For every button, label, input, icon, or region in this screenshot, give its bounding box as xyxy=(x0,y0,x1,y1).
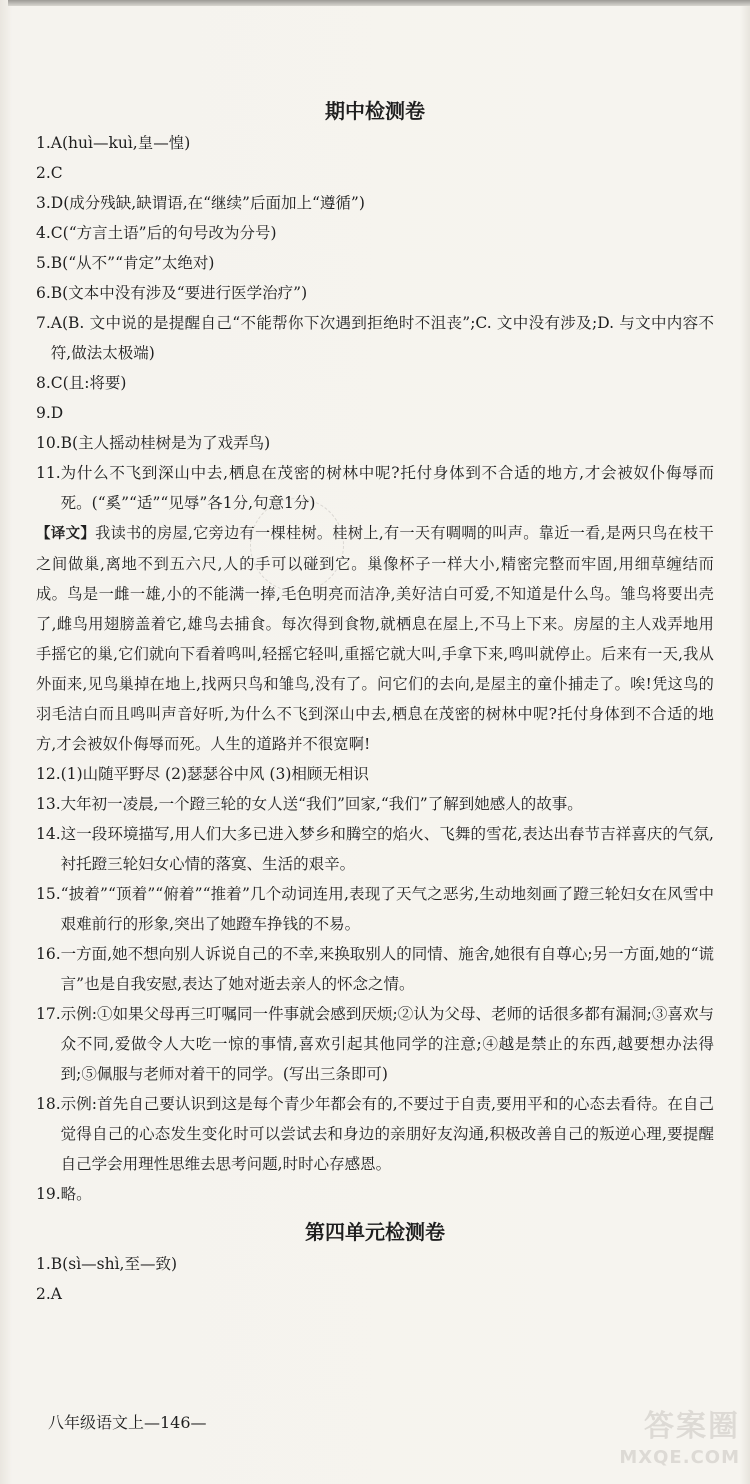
answer-item xyxy=(36,789,714,819)
answer-number: 13. xyxy=(36,795,61,813)
scan-edge xyxy=(8,0,750,6)
answer-text: D(成分残缺,缺谓语,在“继续”后面加上“遵循”) xyxy=(50,194,365,212)
answer-number: 2. xyxy=(36,164,51,182)
answer-text: B(文本中没有涉及“要进行医学治疗”) xyxy=(50,284,308,302)
answer-content xyxy=(36,96,714,1309)
answer-text: 这一段环境描写,用人们大多已进入梦乡和腾空的焰火、飞舞的雪花,表达出春节吉祥喜庆的气氛,衬托蹬三轮妇女心情的落寞、生活的艰辛。 xyxy=(60,825,714,873)
answer-item xyxy=(36,1179,714,1209)
answer-item xyxy=(36,458,714,518)
answer-number: 6. xyxy=(36,284,51,302)
answer-number: 1. xyxy=(36,134,51,152)
watermark-url: MXQE.COM xyxy=(619,1447,740,1468)
answer-number: 10. xyxy=(36,434,61,452)
answer-list-1 xyxy=(36,128,714,518)
answer-text: 为什么不飞到深山中去,栖息在茂密的树林中呢?托付身体到不合适的地方,才会被奴仆侮辱而死。(“奚”“适”“见辱”各1分,句意1分) xyxy=(60,464,714,512)
answer-item xyxy=(36,939,714,999)
answer-item xyxy=(36,218,714,248)
answer-text: 示例:首先自己要认识到这是每个青少年都会有的,不要过于自责,要用平和的心态去看待。在自己觉得自己的心态发生变化时可以尝试去和身边的亲朋好友沟通,积极改善自己的叛逆心理,要提醒自己学会用理性思维去思考问题,时时心存感恩。 xyxy=(60,1095,714,1173)
answer-item xyxy=(36,1279,714,1309)
page-footer: 八年级语文上—146— xyxy=(48,1413,207,1432)
answer-number: 15. xyxy=(36,885,61,903)
answer-number: 1. xyxy=(36,1255,51,1273)
answer-item xyxy=(36,398,714,428)
answer-item xyxy=(36,128,714,158)
answer-text: 一方面,她不想向别人诉说自己的不幸,来换取别人的同情、施舍,她很有自尊心;另一方面,她的“谎言”也是自我安慰,表达了她对逝去亲人的怀念之情。 xyxy=(60,945,714,993)
answer-text: C(“方言土语”后的句号改为分号) xyxy=(50,224,277,242)
answer-text: 大年初一凌晨,一个蹬三轮的女人送“我们”回家,“我们”了解到她感人的故事。 xyxy=(60,795,583,813)
answer-text: 示例:①如果父母再三叮嘱同一件事就会感到厌烦;②认为父母、老师的话很多都有漏洞;③喜欢与众不同,爱做令人大吃一惊的事情,喜欢引起其他同学的注意;④越是禁止的东西,越要想办法得到;⑤佩服与老师对着干的同学。(写出三条即可) xyxy=(60,1005,714,1083)
answer-item xyxy=(36,158,714,188)
answer-number: 14. xyxy=(36,825,61,843)
answer-number: 9. xyxy=(36,404,51,422)
answer-item xyxy=(36,879,714,939)
answer-text: A(huì—kuì,皇—惶) xyxy=(50,134,191,152)
answer-list-3 xyxy=(36,1249,714,1309)
watermark-text: 答案圈 xyxy=(644,1409,740,1444)
answer-item xyxy=(36,248,714,278)
answer-item xyxy=(36,428,714,458)
answer-item xyxy=(36,188,714,218)
answer-number: 2. xyxy=(36,1285,51,1303)
answer-item xyxy=(36,819,714,879)
answer-item xyxy=(36,759,714,789)
answer-number: 8. xyxy=(36,374,51,392)
answer-item xyxy=(36,308,714,368)
answer-text: 略。 xyxy=(60,1185,92,1203)
answer-number: 17. xyxy=(36,1005,61,1023)
answer-number: 12. xyxy=(36,765,61,783)
answer-item xyxy=(36,368,714,398)
answer-number: 11. xyxy=(36,464,61,482)
answer-text: B(主人摇动桂树是为了戏弄鸟) xyxy=(60,434,271,452)
answer-text: B(“从不”“肯定”太绝对) xyxy=(50,254,215,272)
translation-tag: 【译文】 xyxy=(36,526,96,542)
section-title-unit4: 第四单元检测卷 xyxy=(305,1220,445,1244)
translation-paragraph xyxy=(36,518,714,759)
answer-item xyxy=(36,1249,714,1279)
translation-text: 我读书的房屋,它旁边有一棵桂树。桂树上,有一天有啁啁的叫声。靠近一看,是两只鸟在枝干之间做巢,离地不到五六尺,人的手可以碰到它。巢像杯子一样大小,精密完整而牢固,用细草缠结而成。鸟是一雌一雄,小的不能满一捧,毛色明亮而洁净,美好洁白可爱,不知道是什么鸟。雏鸟将要出壳了,雌鸟用翅膀盖着它,雄鸟去捕食。每次得到食物,就栖息在屋上,不马上下来。房屋的主人戏弄地用手摇它的巢,它们就向下看着鸣叫,轻摇它轻叫,重摇它就大叫,手拿下来,鸣叫就停止。后来有一天,我从外面来,见鸟巢掉在地上,找两只鸟和雏鸟,没有了。问它们的去向,是屋主的童仆捕走了。唉!凭这鸟的羽毛洁白而且鸣叫声音好听,为什么不飞到深山中去,栖息在茂密的树林中呢?托付身体到不合适的地方,才会被奴仆侮辱而死。人生的道路并不很宽啊! xyxy=(36,524,714,753)
answer-list-2 xyxy=(36,759,714,1209)
answer-number: 18. xyxy=(36,1095,61,1113)
answer-text: C xyxy=(50,164,63,182)
answer-number: 16. xyxy=(36,945,61,963)
answer-number: 4. xyxy=(36,224,51,242)
answer-number: 19. xyxy=(36,1185,61,1203)
answer-text: C(且:将要) xyxy=(50,374,127,392)
answer-text: D xyxy=(50,404,64,422)
answer-item xyxy=(36,999,714,1089)
answer-text: A xyxy=(50,1285,62,1303)
answer-item xyxy=(36,278,714,308)
answer-text: “披着”“顶着”“俯着”“推着”几个动词连用,表现了天气之恶劣,生动地刻画了蹬三轮妇女在风雪中艰难前行的形象,突出了她蹬车挣钱的不易。 xyxy=(60,885,714,933)
answer-text: (1)山随平野尽 (2)瑟瑟谷中风 (3)相顾无相识 xyxy=(60,765,369,783)
answer-item xyxy=(36,1089,714,1179)
answer-text: B(sì—shì,至—致) xyxy=(50,1255,178,1273)
answer-number: 7. xyxy=(36,314,51,332)
answer-number: 5. xyxy=(36,254,51,272)
watermark-logo xyxy=(590,1408,740,1480)
section-title-midterm: 期中检测卷 xyxy=(325,99,425,123)
answer-number: 3. xyxy=(36,194,51,212)
answer-text: A(B. 文中说的是提醒自己“不能帮你下次遇到拒绝时不沮丧”;C. 文中没有涉及;D. 与文中内容不符,做法太极端) xyxy=(50,314,714,362)
